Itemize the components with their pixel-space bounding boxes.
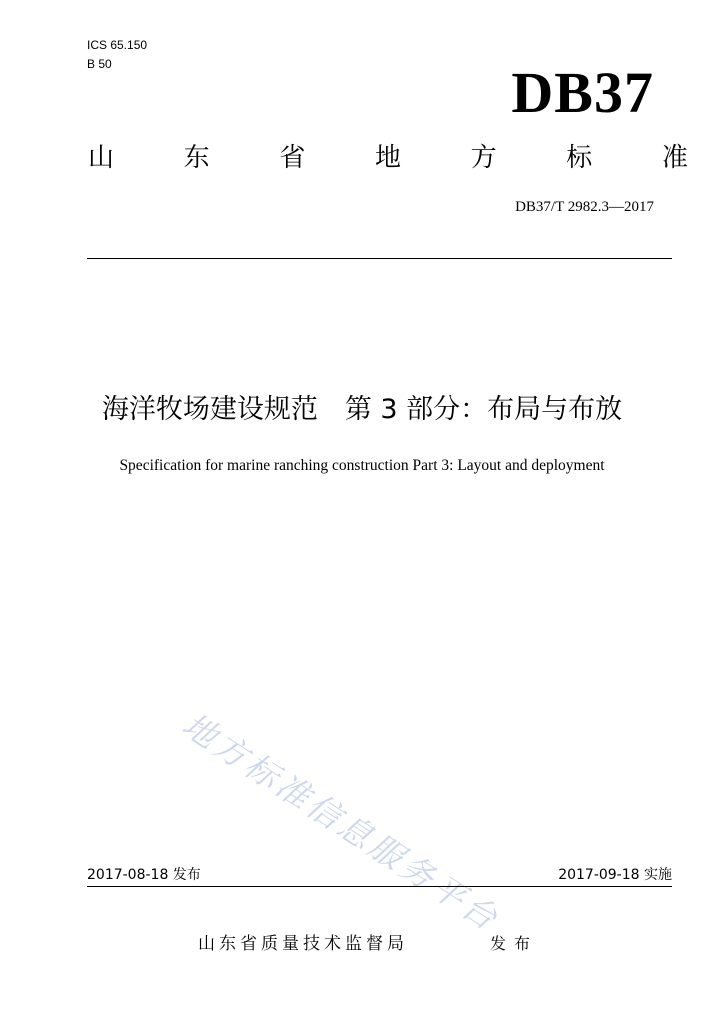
standard-type-char: 东 [183, 143, 210, 173]
standard-type [88, 142, 688, 174]
standard-type-char: 标 [566, 143, 593, 173]
watermark: 地方标准信息服务平台 [175, 705, 508, 940]
issue-date: 2017-08-18 发布 [87, 867, 201, 883]
standard-type-char: 方 [470, 143, 497, 173]
db-logo: DB37 [511, 60, 654, 125]
standard-type-char: 准 [661, 143, 688, 173]
issue-word: 发布 [490, 934, 539, 953]
ics-code: ICS 65.150 [87, 38, 148, 52]
standard-type-char: 山 [88, 143, 115, 173]
header-divider [87, 258, 672, 259]
footer-divider [87, 886, 672, 887]
standard-number: DB37/T 2982.3—2017 [515, 199, 654, 215]
standard-type-char: 地 [374, 143, 401, 173]
implementation-date: 2017-09-18 实施 [558, 867, 672, 883]
title-chinese: 海洋牧场建设规范 第 3 部分：布局与布放 [101, 394, 623, 425]
issuer: 山东省质量技术监督局 [198, 934, 408, 954]
standard-type-char: 省 [279, 143, 306, 173]
ccs-code: B 50 [87, 57, 112, 71]
title-english: Specification for marine ranching construction Part 3: Layout and deployment [119, 457, 605, 474]
